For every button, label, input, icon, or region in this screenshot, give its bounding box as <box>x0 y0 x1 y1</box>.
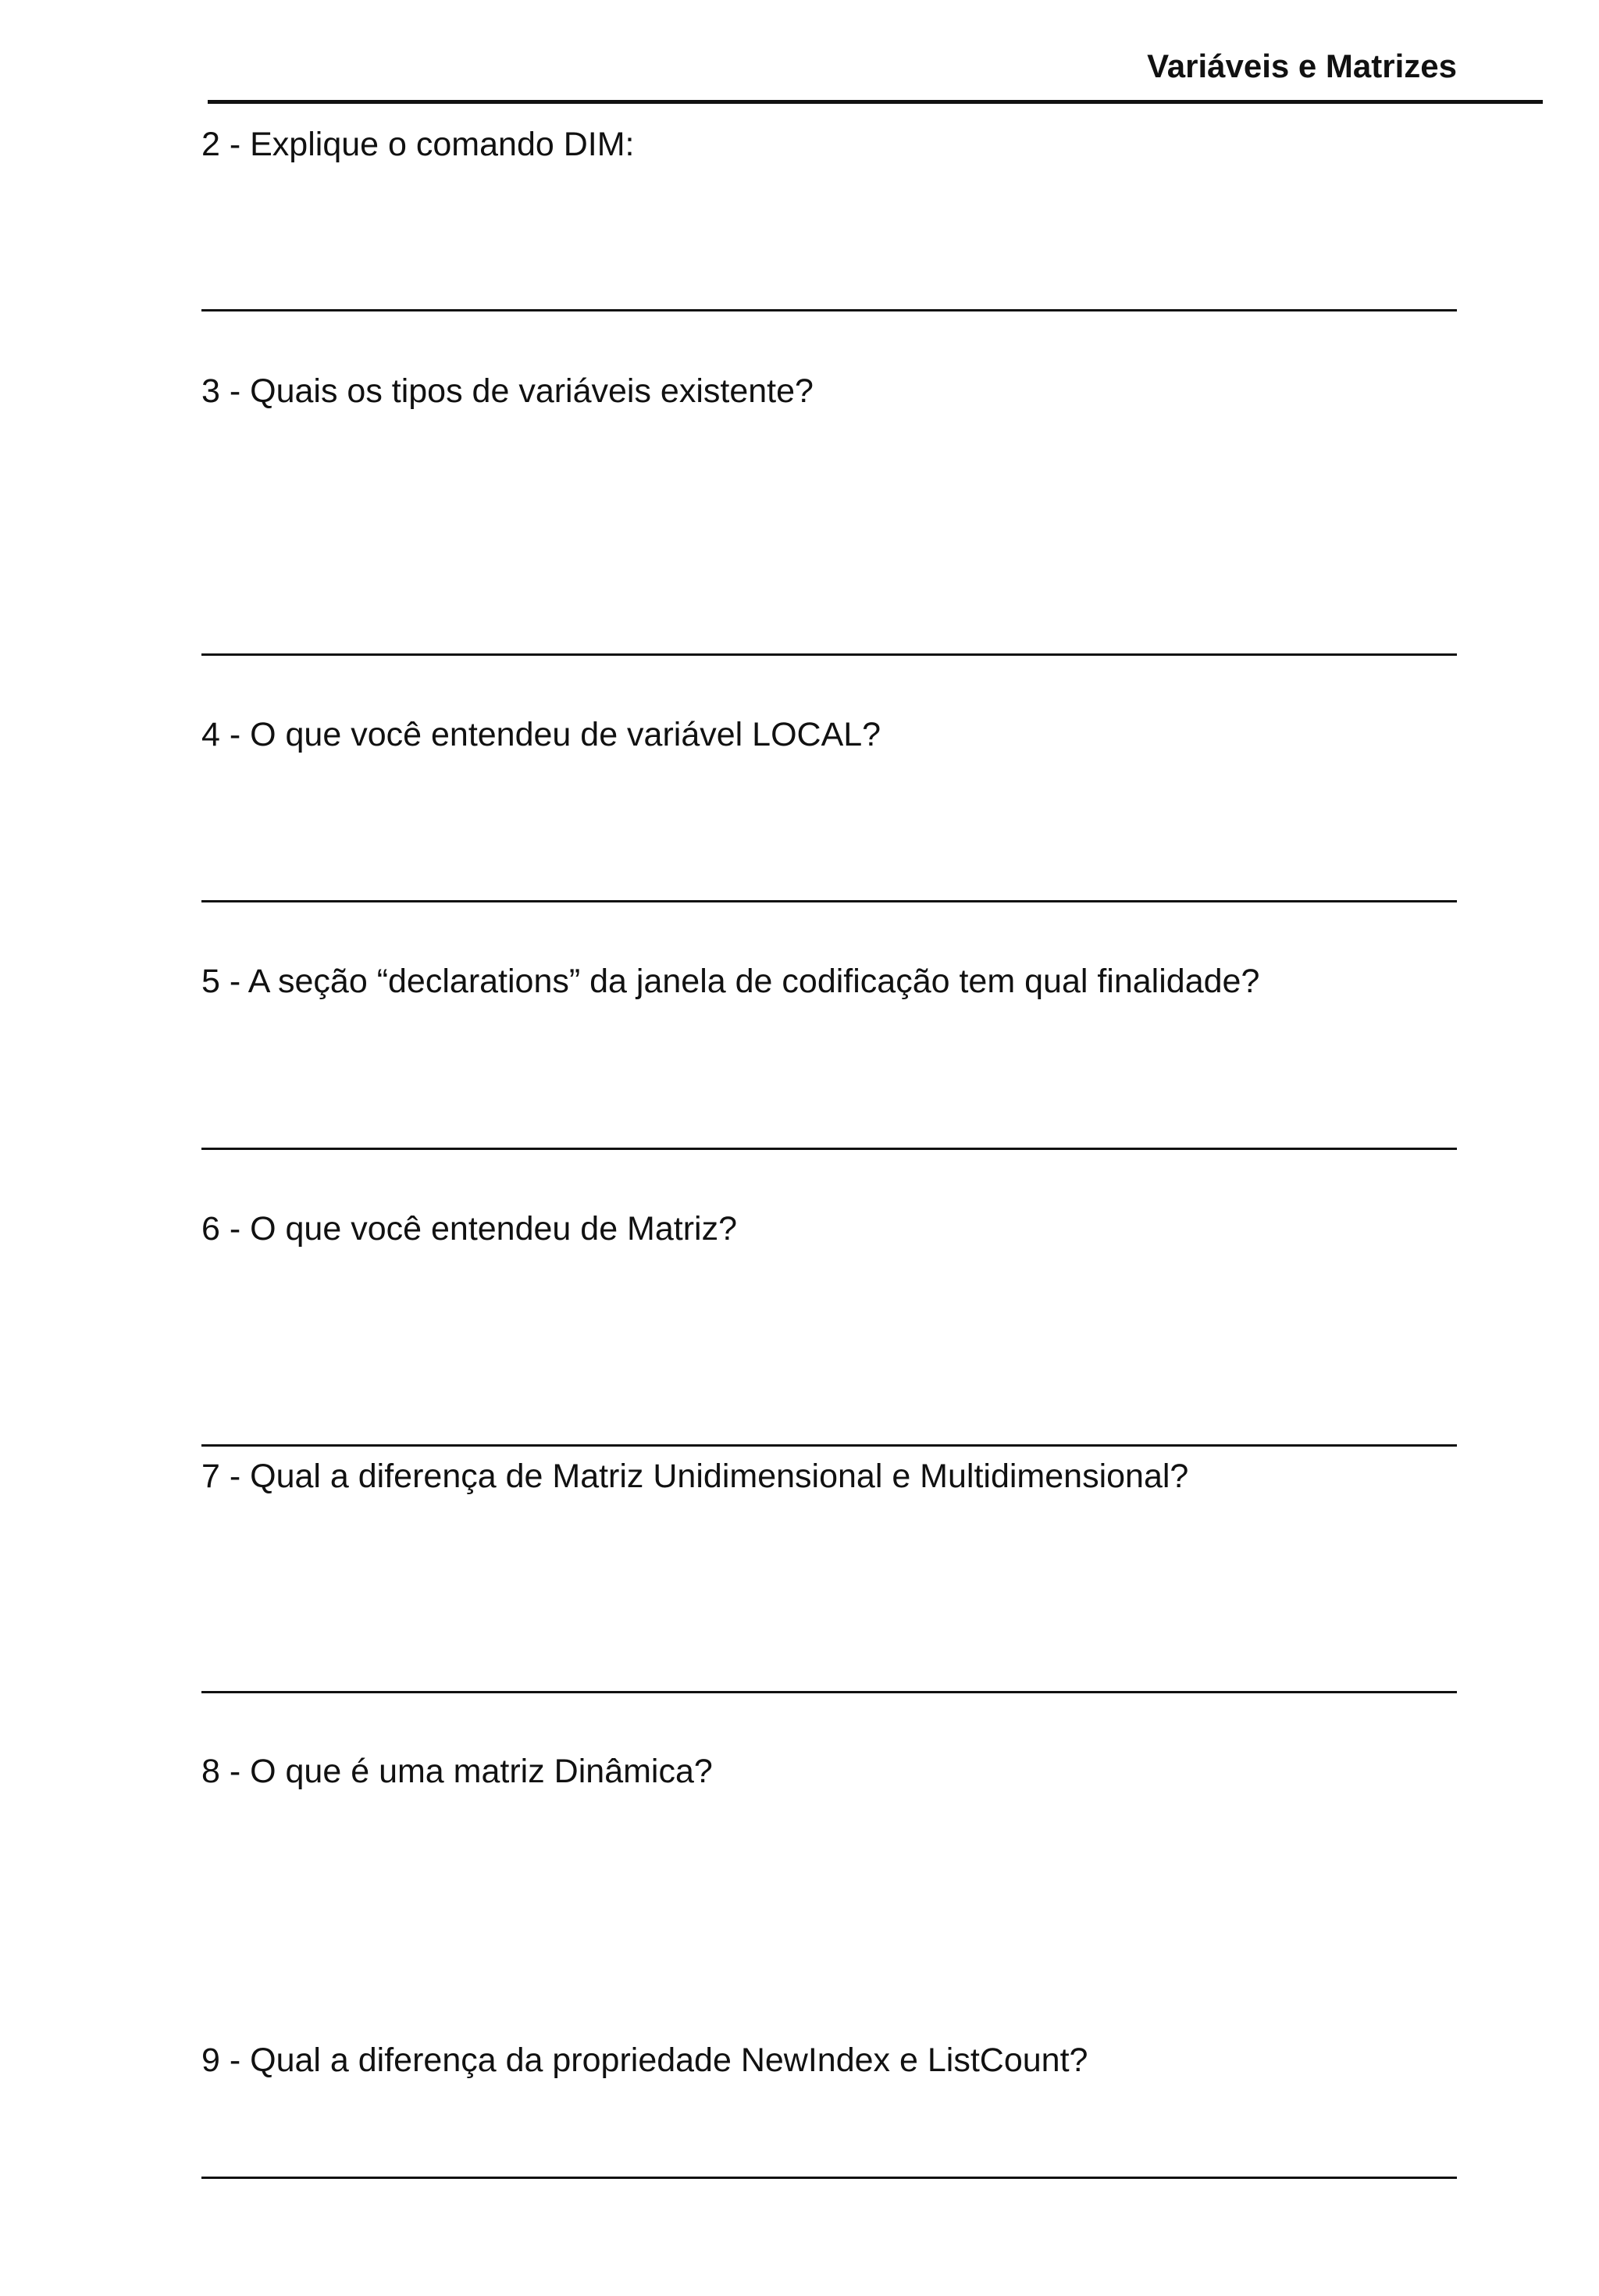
question-5: 5 - A seção “declarations” da janela de codificação tem qual finalidade? <box>201 963 1260 1000</box>
question-8: 8 - O que é uma matriz Dinâmica? <box>201 1753 713 1790</box>
answer-line-5 <box>201 1148 1457 1150</box>
question-7: 7 - Qual a diferença de Matriz Unidimensional e Multidimensional? <box>201 1458 1189 1495</box>
answer-line-3 <box>201 653 1457 656</box>
question-9: 9 - Qual a diferença da propriedade NewIndex e ListCount? <box>201 2041 1088 2079</box>
answer-line-6 <box>201 1444 1457 1447</box>
answer-line-9 <box>201 2177 1457 2179</box>
question-6: 6 - O que você entendeu de Matriz? <box>201 1210 738 1248</box>
header-title: Variáveis e Matrizes <box>1147 48 1457 84</box>
question-3: 3 - Quais os tipos de variáveis existente? <box>201 372 814 410</box>
header-rule <box>208 100 1543 104</box>
question-4: 4 - O que você entendeu de variável LOCAL? <box>201 716 881 753</box>
answer-line-2 <box>201 309 1457 311</box>
question-2: 2 - Explique o comando DIM: <box>201 126 635 163</box>
answer-line-7 <box>201 1691 1457 1693</box>
answer-line-4 <box>201 900 1457 902</box>
